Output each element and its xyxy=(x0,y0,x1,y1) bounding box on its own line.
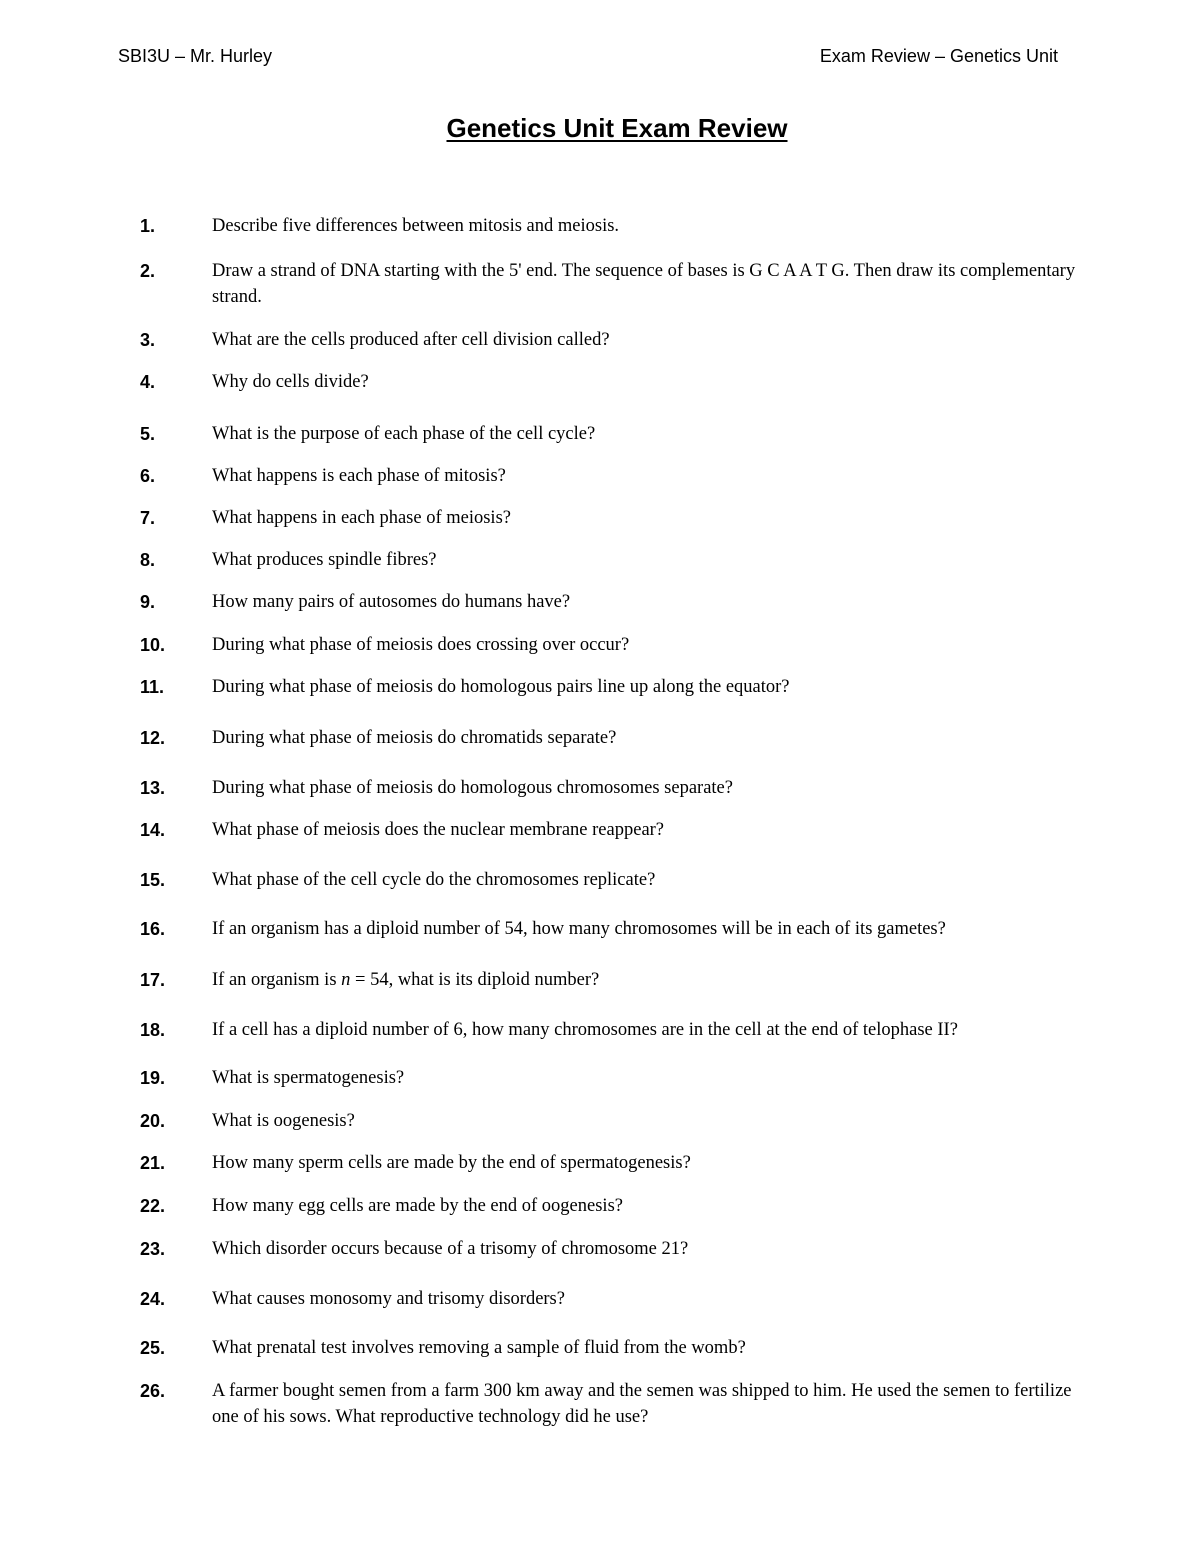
page-header xyxy=(118,46,1058,72)
question-text: Why do cells divide? xyxy=(212,372,369,392)
question-text: If an organism has a diploid number of 54, how many chromosomes will be in each of its gametes? xyxy=(212,919,946,939)
question-number: 21. xyxy=(140,1153,166,1173)
question-text: What happens in each phase of meiosis? xyxy=(212,508,511,528)
question-text: What is the purpose of each phase of the cell cycle? xyxy=(212,424,596,444)
question-number: 15. xyxy=(140,870,166,890)
question-text: Which disorder occurs because of a trisomy of chromosome 21? xyxy=(212,1239,689,1259)
question-text: Describe five differences between mitosis and meiosis. xyxy=(212,216,620,236)
question-number: 7. xyxy=(140,508,156,528)
question-number: 25. xyxy=(140,1338,166,1358)
question-number: 10. xyxy=(140,635,166,655)
question-text: During what phase of meiosis do homologous chromosomes separate? xyxy=(212,778,733,798)
question-number: 4. xyxy=(140,372,156,392)
question-number: 9. xyxy=(140,592,156,612)
question-number: 22. xyxy=(140,1196,166,1216)
question-number: 23. xyxy=(140,1239,166,1259)
question-number: 8. xyxy=(140,550,156,570)
question-number: 12. xyxy=(140,728,166,748)
question-text: If a cell has a diploid number of 6, how many chromosomes are in the cell at the end of telophase II? xyxy=(212,1020,958,1040)
question-text: What causes monosomy and trisomy disorders? xyxy=(212,1289,565,1309)
question-number: 16. xyxy=(140,919,166,939)
question-text: During what phase of meiosis do chromatids separate? xyxy=(212,728,617,748)
question-text: What is spermatogenesis? xyxy=(212,1068,405,1088)
question-text: During what phase of meiosis do homologous pairs line up along the equator? xyxy=(212,677,790,697)
question-text: What are the cells produced after cell division called? xyxy=(212,330,610,350)
question-number: 19. xyxy=(140,1068,166,1088)
question-number: 20. xyxy=(140,1111,166,1131)
question-number: 6. xyxy=(140,466,156,486)
question-text: What prenatal test involves removing a sample of fluid from the womb? xyxy=(212,1338,746,1358)
question-text: How many pairs of autosomes do humans have? xyxy=(212,592,571,612)
question-number: 13. xyxy=(140,778,166,798)
question-number: 2. xyxy=(140,261,156,281)
question-number: 11. xyxy=(140,677,165,697)
question-number: 1. xyxy=(140,216,156,236)
header-document-name: Exam Review – Genetics Unit xyxy=(819,46,1058,66)
question-text: If an organism is n = 54, what is its diploid number? xyxy=(212,970,600,990)
question-text: What is oogenesis? xyxy=(212,1111,355,1131)
question-text: During what phase of meiosis does crossing over occur? xyxy=(212,635,630,655)
question-text: A farmer bought semen from a farm 300 km away and the semen was shipped to him. He used the semen to fertilize one of his sows. What reproductive technology did he use? xyxy=(212,1381,1072,1427)
question-number: 18. xyxy=(140,1020,166,1040)
question-text: What happens is each phase of mitosis? xyxy=(212,466,506,486)
question-number: 26. xyxy=(140,1381,166,1401)
question-text: How many sperm cells are made by the end of spermatogenesis? xyxy=(212,1153,691,1173)
question-number: 3. xyxy=(140,330,156,350)
question-text: What phase of meiosis does the nuclear membrane reappear? xyxy=(212,820,665,840)
question-text: How many egg cells are made by the end of oogenesis? xyxy=(212,1196,623,1216)
header-course-teacher: SBI3U – Mr. Hurley xyxy=(118,46,273,66)
question-text: What produces spindle fibres? xyxy=(212,550,437,570)
question-text: What phase of the cell cycle do the chromosomes replicate? xyxy=(212,870,656,890)
question-number: 17. xyxy=(140,970,166,990)
question-text: Draw a strand of DNA starting with the 5' end. The sequence of bases is G C A A T G. Then draw its complementary strand. xyxy=(212,261,1076,307)
question-number: 14. xyxy=(140,820,166,840)
question-number: 24. xyxy=(140,1289,166,1309)
page-title: Genetics Unit Exam Review xyxy=(446,113,788,143)
question-number: 5. xyxy=(140,424,156,444)
